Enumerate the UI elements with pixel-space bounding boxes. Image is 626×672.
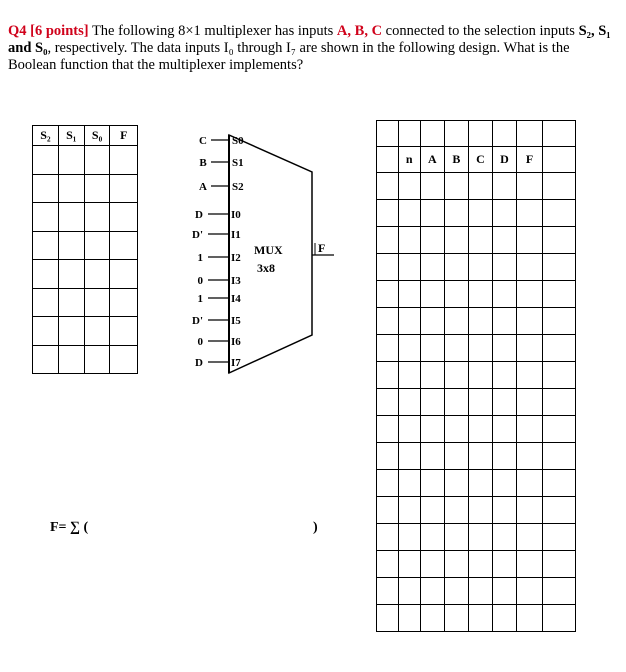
right-table-cell[interactable]	[517, 497, 543, 524]
right-table-cell[interactable]	[377, 362, 399, 389]
right-table-cell[interactable]	[420, 227, 444, 254]
right-table-cell[interactable]	[542, 281, 575, 308]
select-signal-label: A	[199, 181, 207, 193]
right-table-cell[interactable]	[398, 524, 420, 551]
right-table-cell[interactable]	[542, 524, 575, 551]
right-table-cell[interactable]	[517, 389, 543, 416]
right-table-cell[interactable]	[377, 254, 399, 281]
right-table-cell[interactable]	[542, 200, 575, 227]
right-table-cell[interactable]	[542, 362, 575, 389]
table-row	[377, 121, 576, 147]
right-table-cell[interactable]	[517, 254, 543, 281]
right-table-cell[interactable]	[420, 335, 444, 362]
select-inputs-a: S₂, S₁	[578, 23, 611, 39]
data-pin-label: I5	[231, 315, 241, 327]
question-text-part2: connected to the selection inputs	[382, 23, 579, 39]
right-table-cell[interactable]	[398, 308, 420, 335]
right-table-cell[interactable]	[468, 308, 492, 335]
right-table-cell[interactable]	[468, 335, 492, 362]
right-table-cell[interactable]	[377, 605, 399, 632]
right-table-cell[interactable]	[492, 227, 516, 254]
truth-table-header: S₂	[33, 126, 59, 146]
right-table-cell[interactable]	[444, 308, 468, 335]
right-table-cell[interactable]	[398, 416, 420, 443]
right-table-cell[interactable]	[377, 389, 399, 416]
right-table-cell[interactable]	[377, 416, 399, 443]
formula-prefix: F= ∑ (	[50, 520, 89, 535]
right-table-cell[interactable]	[420, 551, 444, 578]
right-table-cell[interactable]	[444, 416, 468, 443]
right-table-cell[interactable]	[398, 605, 420, 632]
right-table-cell[interactable]	[542, 254, 575, 281]
right-table-header: B	[444, 147, 468, 173]
right-table-cell[interactable]	[468, 470, 492, 497]
output-label: F	[318, 241, 326, 255]
right-table-cell[interactable]	[542, 443, 575, 470]
right-table-header: C	[468, 147, 492, 173]
data-pin-label: I4	[231, 293, 241, 305]
right-table-cell[interactable]	[420, 416, 444, 443]
right-table-cell[interactable]	[444, 605, 468, 632]
right-table-cell[interactable]	[517, 281, 543, 308]
right-table-cell[interactable]	[444, 254, 468, 281]
right-table-cell[interactable]	[542, 551, 575, 578]
right-table-cell[interactable]	[398, 443, 420, 470]
data-pin-label: I6	[231, 336, 241, 348]
right-table-cell[interactable]	[517, 227, 543, 254]
table-row	[377, 308, 576, 335]
right-table-header	[542, 147, 575, 173]
right-table-cell[interactable]	[542, 308, 575, 335]
table-row	[377, 362, 576, 389]
right-table-cell[interactable]	[398, 335, 420, 362]
mux-inputs: A, B, C	[336, 23, 383, 39]
right-table-cell[interactable]	[492, 605, 516, 632]
question-text-part1: The following 8×1 multiplexer has inputs	[88, 23, 337, 39]
select-pin-label: S2	[232, 181, 244, 193]
right-table-cell[interactable]	[517, 121, 543, 147]
right-table-cell[interactable]	[444, 173, 468, 200]
right-table-cell[interactable]	[492, 470, 516, 497]
data-signal-label: D'	[192, 229, 203, 241]
mux-title: MUX	[254, 243, 283, 257]
table-row	[377, 470, 576, 497]
select-pin-label: S0	[232, 135, 244, 147]
right-table-cell[interactable]	[377, 578, 399, 605]
right-table-cell[interactable]	[468, 362, 492, 389]
right-table-cell[interactable]	[377, 173, 399, 200]
right-table-cell[interactable]	[377, 200, 399, 227]
table-row	[377, 551, 576, 578]
right-table-cell[interactable]	[517, 524, 543, 551]
right-table-cell[interactable]	[468, 416, 492, 443]
truth-table-header: S₁	[58, 126, 84, 146]
right-table-cell[interactable]	[420, 578, 444, 605]
truth-table-header: F	[110, 126, 138, 146]
right-table-cell[interactable]	[420, 254, 444, 281]
right-table-cell[interactable]	[420, 389, 444, 416]
data-pin-label: I3	[231, 275, 241, 287]
right-table-cell[interactable]	[398, 173, 420, 200]
right-table-cell[interactable]	[492, 308, 516, 335]
kmap-truth-table	[376, 120, 576, 632]
right-table-cell[interactable]	[444, 578, 468, 605]
right-table-cell[interactable]	[377, 497, 399, 524]
data-pin-label: I2	[231, 252, 241, 264]
right-table-cell[interactable]	[444, 227, 468, 254]
right-table-cell[interactable]	[492, 335, 516, 362]
right-table-cell[interactable]	[468, 578, 492, 605]
table-row	[377, 389, 576, 416]
right-table-cell[interactable]	[468, 389, 492, 416]
right-table-cell[interactable]	[420, 470, 444, 497]
right-table-cell[interactable]	[517, 443, 543, 470]
right-table-cell[interactable]	[492, 443, 516, 470]
right-table-cell[interactable]	[420, 173, 444, 200]
right-table-cell[interactable]	[517, 200, 543, 227]
table-row	[377, 524, 576, 551]
right-table-header: n	[398, 147, 420, 173]
select-signal-label: B	[199, 157, 207, 169]
data-pin-label: I0	[231, 209, 241, 221]
right-table-cell[interactable]	[420, 308, 444, 335]
right-table-cell[interactable]	[468, 281, 492, 308]
right-table-cell[interactable]	[420, 121, 444, 147]
right-table-cell[interactable]	[517, 308, 543, 335]
right-table-cell[interactable]	[377, 470, 399, 497]
right-table-cell[interactable]	[444, 551, 468, 578]
right-table-cell[interactable]	[420, 524, 444, 551]
right-table-header	[377, 147, 399, 173]
right-table-cell[interactable]	[398, 254, 420, 281]
data-signal-label: 0	[197, 336, 203, 348]
right-table-cell[interactable]	[420, 200, 444, 227]
table-row	[377, 254, 576, 281]
formula-suffix: )	[313, 520, 318, 535]
table-row	[377, 200, 576, 227]
right-table-cell[interactable]	[542, 227, 575, 254]
right-table-cell[interactable]	[420, 362, 444, 389]
mux-size: 3x8	[257, 261, 275, 275]
right-table-cell[interactable]	[444, 281, 468, 308]
right-table-cell[interactable]	[468, 121, 492, 147]
table-row	[377, 173, 576, 200]
select-pin-label: S1	[232, 157, 244, 169]
right-table-cell[interactable]	[492, 254, 516, 281]
right-table-cell[interactable]	[377, 551, 399, 578]
right-table-cell[interactable]	[444, 362, 468, 389]
right-table-cell[interactable]	[377, 308, 399, 335]
right-table-cell[interactable]	[492, 551, 516, 578]
right-table-cell[interactable]	[492, 578, 516, 605]
data-signal-label: D	[195, 209, 203, 221]
right-table-cell[interactable]	[542, 335, 575, 362]
right-table-cell[interactable]	[444, 470, 468, 497]
right-table-cell[interactable]	[398, 281, 420, 308]
right-table-cell[interactable]	[542, 173, 575, 200]
right-table-cell[interactable]	[444, 389, 468, 416]
right-table-cell[interactable]	[517, 335, 543, 362]
data-signal-label: 0	[197, 275, 203, 287]
right-table-cell[interactable]	[398, 497, 420, 524]
right-table-cell[interactable]	[542, 578, 575, 605]
right-table-cell[interactable]	[398, 121, 420, 147]
data-signal-label: D'	[192, 315, 203, 327]
table-row	[377, 416, 576, 443]
right-table-cell[interactable]	[468, 443, 492, 470]
right-table-cell[interactable]	[377, 443, 399, 470]
data-signal-label: 1	[197, 252, 203, 264]
right-table-cell[interactable]	[398, 470, 420, 497]
right-table-cell[interactable]	[542, 470, 575, 497]
right-table-cell[interactable]	[517, 470, 543, 497]
right-table-cell[interactable]	[398, 578, 420, 605]
right-table-cell[interactable]	[542, 497, 575, 524]
right-table-cell[interactable]	[492, 497, 516, 524]
right-table-cell[interactable]	[542, 605, 575, 632]
table-row	[377, 497, 576, 524]
right-table-cell[interactable]	[468, 524, 492, 551]
table-row	[377, 281, 576, 308]
table-row	[377, 443, 576, 470]
right-table-header: F	[517, 147, 543, 173]
right-table-cell[interactable]	[420, 497, 444, 524]
table-row	[377, 335, 576, 362]
right-table-cell[interactable]	[377, 335, 399, 362]
right-table-cell[interactable]	[492, 281, 516, 308]
right-table-cell[interactable]	[398, 551, 420, 578]
right-table-cell[interactable]	[542, 389, 575, 416]
right-table-cell[interactable]	[444, 200, 468, 227]
right-table-header: D	[492, 147, 516, 173]
right-table-cell[interactable]	[492, 416, 516, 443]
right-table-cell[interactable]	[398, 389, 420, 416]
right-table-cell[interactable]	[492, 121, 516, 147]
data-pin-label: I1	[231, 229, 241, 241]
right-table-cell[interactable]	[377, 281, 399, 308]
right-table-cell[interactable]	[542, 416, 575, 443]
right-table-cell[interactable]	[517, 605, 543, 632]
right-table-cell[interactable]	[468, 497, 492, 524]
right-table-cell[interactable]	[468, 254, 492, 281]
truth-table-header: S₀	[84, 126, 110, 146]
right-table-cell[interactable]	[420, 281, 444, 308]
right-table-cell[interactable]	[444, 497, 468, 524]
right-table-cell[interactable]	[420, 605, 444, 632]
right-table-cell[interactable]	[398, 227, 420, 254]
right-table-cell[interactable]	[468, 551, 492, 578]
table-row	[377, 605, 576, 632]
right-table-cell[interactable]	[517, 173, 543, 200]
table-row	[377, 578, 576, 605]
right-table-cell[interactable]	[492, 173, 516, 200]
right-table-cell[interactable]	[398, 200, 420, 227]
right-table-cell[interactable]	[517, 578, 543, 605]
and-word: and	[8, 40, 36, 56]
question-text-part3: , respectively. The data inputs I₀ through I₇ are shown in the following design. What is the Boolean function that the multiplexer implements?	[8, 40, 570, 73]
right-table-cell[interactable]	[377, 227, 399, 254]
right-table-cell[interactable]	[492, 362, 516, 389]
right-table-cell[interactable]	[468, 605, 492, 632]
select-inputs-b: S₀	[35, 40, 48, 56]
right-table-header: A	[420, 147, 444, 173]
right-table-cell[interactable]	[377, 121, 399, 147]
right-table-cell[interactable]	[492, 200, 516, 227]
right-table-cell[interactable]	[468, 200, 492, 227]
select-signal-label: C	[199, 135, 207, 147]
data-signal-label: D	[195, 357, 203, 369]
right-table-cell[interactable]	[377, 524, 399, 551]
right-table-cell[interactable]	[517, 362, 543, 389]
right-table-cell[interactable]	[444, 524, 468, 551]
right-table-cell[interactable]	[492, 524, 516, 551]
right-table-cell[interactable]	[444, 443, 468, 470]
right-table-cell[interactable]	[542, 121, 575, 147]
table-row	[377, 227, 576, 254]
right-table-cell[interactable]	[444, 335, 468, 362]
right-table-cell[interactable]	[444, 121, 468, 147]
right-table-cell[interactable]	[492, 389, 516, 416]
right-table-cell[interactable]	[468, 173, 492, 200]
right-table-cell[interactable]	[517, 416, 543, 443]
right-table-cell[interactable]	[468, 227, 492, 254]
right-table-cell[interactable]	[420, 443, 444, 470]
right-table-cell[interactable]	[517, 551, 543, 578]
right-table-cell[interactable]	[398, 362, 420, 389]
data-pin-label: I7	[231, 357, 241, 369]
question-label: Q4 [6 points]	[8, 23, 89, 39]
data-signal-label: 1	[197, 293, 203, 305]
